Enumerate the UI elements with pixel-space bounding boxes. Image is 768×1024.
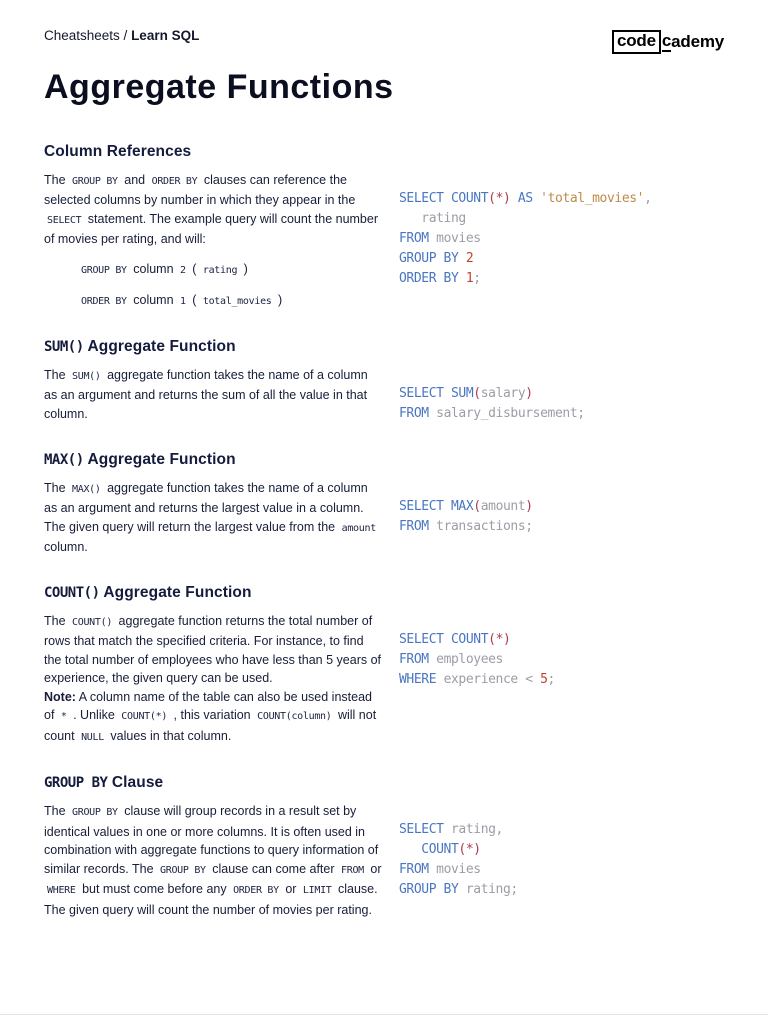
text-segment: A column name of the table can also be used instead of [44,689,372,723]
inline-code: 1 [180,295,186,307]
text-segment: ) [240,261,248,276]
heading-code: SUM() [44,338,84,355]
text-segment: values in that column. [106,728,232,743]
code-segment: MAX [451,498,474,514]
breadcrumb-prefix[interactable]: Cheatsheets / [44,28,132,43]
section-sum-aggregate-function [44,338,724,424]
code-line [399,497,724,517]
inline-code: COUNT(column) [257,711,332,723]
inline-code: * [60,711,67,723]
text-segment: aggregate function takes the name of a column as an argument and returns the largest value in a column. The given query will return the largest value from the [44,480,368,534]
text-segment: statement. The example query will count the number of movies per rating, and will: [44,211,378,247]
top-bar [44,28,724,54]
code-segment: (*) [458,842,481,858]
codecademy-logo [612,30,724,54]
section-paragraph [44,802,384,901]
text-segment: The [44,367,70,382]
section-heading [44,143,384,161]
code-block [399,384,724,424]
sections [44,143,724,920]
text-segment: , this variation [170,708,255,723]
section-code-column [399,584,724,748]
code-segment: ( [473,498,481,514]
code-segment: (*) [488,190,511,206]
section-paragraph [44,366,384,424]
code-block [399,820,724,900]
code-line [399,880,724,900]
code-segment: experience < [443,671,541,687]
code-segment: SELECT [399,385,451,401]
text-segment: but must come before any [78,882,231,897]
text-segment: The [44,172,70,187]
section-heading [44,338,384,356]
section-paragraph [44,612,384,688]
code-segment: (*) [488,631,511,647]
heading-code: GROUP BY [44,775,108,792]
code-segment: SELECT [399,822,451,838]
heading-code: COUNT() [44,584,100,601]
code-segment: FROM [399,862,437,878]
code-segment: rating, [451,822,503,838]
code-segment: salary [480,385,526,401]
breadcrumb-course[interactable]: Learn SQL [131,28,200,43]
text-segment: The [44,613,70,628]
logo-boxed-text: code [612,30,661,54]
inline-code: LIMIT [302,885,332,897]
section-code-column [399,774,724,919]
code-segment: 'total_movies' [540,190,645,206]
text-segment: ( [188,292,200,307]
section-text-column [44,774,384,919]
section-max-aggregate-function [44,451,724,557]
code-line [399,860,724,880]
logo-rest-text: ademy [671,31,724,51]
text-segment: The given query will count the number of movies per rating. [44,902,372,917]
code-segment: SELECT [399,498,451,514]
text-segment: ) [274,292,283,307]
inline-code: COUNT(*) [121,711,168,723]
page-bottom-edge [0,1014,768,1015]
code-segment: movies [436,862,481,878]
code-segment: ; [547,671,555,687]
text-segment: aggregate function returns the total number of rows that match the specified criteria. For instance, to find the total number of employees who have less than 5 years of experience, the given query can be used. [44,613,381,686]
code-segment: COUNT [451,190,489,206]
section-heading [44,774,384,792]
code-segment: employees [436,651,503,667]
heading-text: Clause [107,774,164,792]
page-title: Aggregate Functions [44,67,394,106]
code-segment: ) [525,385,533,401]
code-line [399,229,724,249]
section-paragraph [44,479,384,557]
inline-code: NULL [81,731,104,743]
code-segment: FROM [399,230,437,246]
code-segment: ( [473,385,481,401]
bullet-item [78,260,384,280]
code-segment: ORDER BY [399,270,466,286]
code-line [399,249,724,269]
inline-code: GROUP BY [72,807,118,819]
code-line [399,404,724,424]
inline-code: ORDER BY [151,175,198,187]
text-segment: or [281,882,300,897]
code-line [399,840,724,860]
inline-code: SUM() [72,370,101,382]
text-segment: The [44,480,70,495]
text-segment: will not count [44,708,377,743]
code-segment: GROUP BY [399,250,466,266]
text-segment: clause can come after [208,861,338,876]
section-text-column [44,143,384,311]
inline-code: GROUP BY [81,264,127,276]
text-segment: clause. [334,882,378,897]
inline-code: WHERE [47,885,76,897]
code-line [399,189,724,209]
text-segment: column [129,261,178,276]
breadcrumb[interactable] [44,28,199,43]
inline-code: total_movies [202,295,272,307]
section-text-column [44,338,384,424]
code-segment: salary_disbursement; [436,405,585,421]
code-segment: 1 [465,270,474,286]
text-segment: column. [44,540,88,555]
section-text-column [44,451,384,557]
code-segment: FROM [399,405,437,421]
code-line [399,670,724,690]
section-heading [44,584,384,602]
code-segment: SELECT [399,190,451,206]
text-segment: and [120,172,149,187]
section-text-column [44,584,384,748]
code-segment: ) [525,498,533,514]
text-segment: ( [188,261,200,276]
section-heading [44,451,384,469]
code-segment: SUM [451,385,474,401]
code-segment: rating; [465,882,518,898]
code-segment: 5 [540,671,548,687]
text-segment: Note: [44,689,76,704]
code-segment: amount [480,498,526,514]
bullet-item [78,291,384,311]
text-segment: or [366,861,382,876]
code-segment: COUNT [421,842,459,858]
inline-code: COUNT() [72,616,113,628]
inline-code: ORDER BY [233,885,279,897]
inline-code: GROUP BY [160,864,206,876]
code-segment: WHERE [399,671,444,687]
code-segment: ; [473,270,481,286]
code-segment: movies [436,230,481,246]
heading-text: Aggregate Function [83,450,236,468]
heading-code: MAX() [44,451,84,468]
section-group-by-clause [44,774,724,919]
code-line [399,630,724,650]
inline-code: SELECT [47,214,82,226]
text-segment: column [129,292,178,307]
section-code-column [399,143,724,311]
section-paragraph [44,688,384,748]
inline-code: amount [341,522,376,534]
code-segment: SELECT [399,631,451,647]
code-line [399,384,724,404]
code-segment: COUNT [451,631,489,647]
code-segment: AS [510,190,541,206]
code-block [399,630,724,690]
inline-code: GROUP BY [72,175,118,187]
code-line [399,209,724,229]
code-line [399,517,724,537]
code-segment: rating [399,210,466,226]
heading-text: Column References [44,142,192,160]
code-block [399,189,724,289]
code-segment: transactions; [436,518,533,534]
text-segment: clauses can reference the selected columns by number in which they appear in the [44,172,356,208]
code-segment: 2 [465,250,474,266]
code-segment: , [644,190,652,206]
code-segment: GROUP BY [399,882,466,898]
text-segment: . Unlike [69,708,119,723]
heading-text: Aggregate Function [99,583,252,601]
code-line [399,269,724,289]
inline-code: 2 [180,264,186,276]
text-segment: aggregate function takes the name of a column as an argument and returns the sum of all the value in that column. [44,367,368,421]
code-line [399,820,724,840]
logo-cursor-letter: c [661,30,672,50]
text-segment: clause will group records in a result set by identical values in one or more columns. It is often used in combination with aggregate functions to query information of similar records. The [44,804,379,876]
code-block [399,497,724,537]
section-code-column [399,451,724,557]
code-line [399,650,724,670]
inline-code: FROM [341,864,364,876]
code-segment: FROM [399,518,437,534]
inline-code: rating [202,264,238,276]
section-code-column [399,338,724,424]
heading-text: Aggregate Function [83,337,236,355]
text-segment: The [44,804,70,819]
section-count-aggregate-function [44,584,724,748]
code-segment: FROM [399,651,437,667]
inline-code: ORDER BY [81,295,127,307]
inline-code: MAX() [72,483,101,495]
section-paragraph [44,171,384,249]
section-paragraph [44,901,384,920]
code-segment [399,842,421,857]
section-column-references [44,143,724,311]
